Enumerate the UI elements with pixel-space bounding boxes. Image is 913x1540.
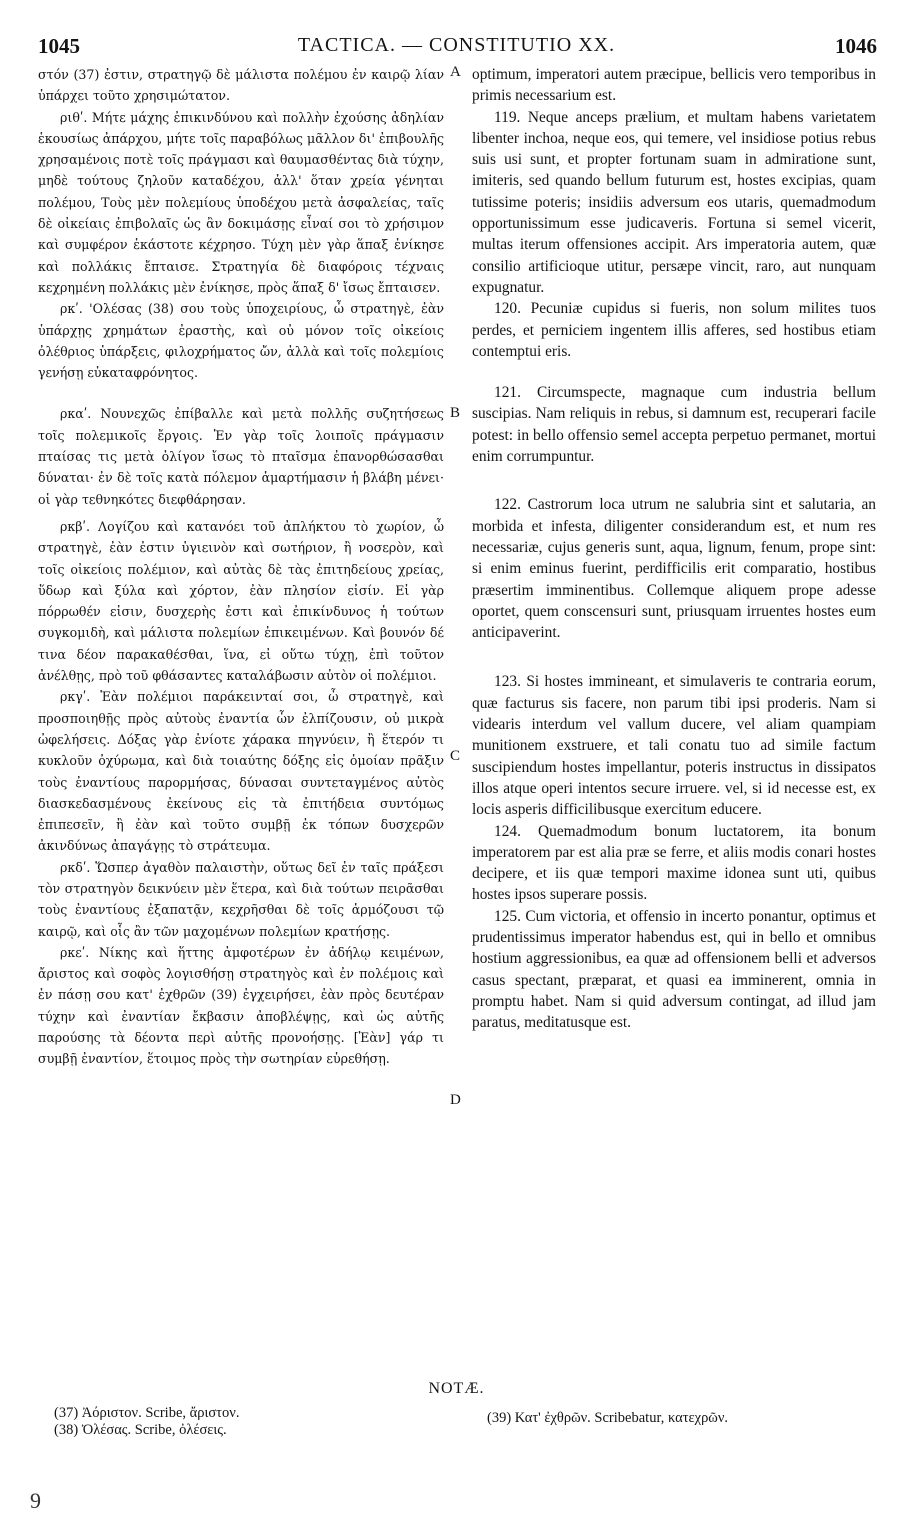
- margin-letter-a: A: [450, 64, 461, 80]
- latin-paragraph: 123. Si hostes immineant, et simulaveris te contraria eorum, quæ facturus sis facere, non parum tibi ipsi proderis. Nam si videaris interdum vel vallum ducere, vel aliam quampiam munitionem exstruere, et tali conatu tuo ad simile factum suscipiendum hostes impellantur, poteris instructus in dissipatos illos atque operi intentos secure irruere. vel, si id necesse est, ex locis asperis difficilibusque exercitum educere.: [472, 673, 876, 819]
- greek-paragraph: ρκαʹ. Νουνεχῶς ἐπίβαλλε καὶ μετὰ πολλῆς συζητήσεως τοῖς πολεμικοῖς ἔργοις. Ἐν γὰρ τοῖς λοιποῖς πράγμασιν πταίσας τις μετὰ ὀλίγον ἴσως τὸ πταῖσμα ἐπανορθώσασθαι δύναται· ἐν δὲ τοῖς κατὰ πόλεμον ἁμαρτήμασιν ἡ βλάβη μένει· οἱ γὰρ τεθνηκότες διεφθάρησαν.: [38, 406, 444, 507]
- left-page-number: 1045: [38, 34, 80, 58]
- margin-letter-c: C: [450, 748, 461, 764]
- greek-column: [38, 64, 444, 1376]
- note-37: (37) Ἀόριστον. Scribe, ἄριστον.: [54, 1405, 240, 1421]
- running-header: [0, 34, 913, 64]
- right-page-number: 1046: [835, 34, 877, 58]
- greek-paragraph: ρκβʹ. Λογίζου καὶ κατανόει τοῦ ἀπλήκτου τὸ χωρίον, ὦ στρατηγὲ, ἐὰν ἐστιν ὑγιεινὸν καὶ σωτήριον, ἢ νοσερὸν, καὶ τοῖς οἰκείοις πολέμιον, καὶ αὐτὰς δὲ τὰς ἐπιτηδείους χρείας, ὕδωρ καὶ ξύλα καὶ χόρτον, ἐὰν πλησίον εἰσίν. Εἰ γὰρ πόρρωθέν εἰσιν, δυσχερὴς ἐστι καὶ ἐπικίνδυνος ἡ τούτων συγκομιδὴ, καὶ μάλιστα πολεμίων ἐπικειμένων. Καὶ βουνόν δέ τινα δέον παρακαθέσθαι, ἵνα, εἰ οὕτω τύχῃ, ἐπὶ τοῦτον ἀνέλθῃς, πρὸ τοῦ φθάσαντες καταλάβωσιν αὐτὸν οἱ πολέμιοι.: [38, 518, 444, 684]
- greek-paragraph: ρκʹ. 'Ολέσας (38) σου τοὺς ὑποχειρίους, ὦ στρατηγὲ, ἐὰν ὑπάρχῃς χρημάτων ἐραστὴς, καὶ οὐ μόνον τοῖς οἰκείοις ὀλέθριος ὑπάρξεις, φιλοχρήματος ὤν, ἀλλὰ καὶ τοῖς πολεμίοις γενήσῃ εὐκαταφρόνητος.: [38, 301, 444, 381]
- note-39: (39) Κατ' ἐχθρῶν. Scribebatur, κατεχρῶν.: [487, 1410, 729, 1426]
- latin-paragraph: 120. Pecuniæ cupidus si fueris, non solum milites tuos perdes, et perniciem ingentem illis afferes, sed hostibus etiam contemptui eris.: [472, 300, 876, 360]
- page-mark: 9: [30, 1488, 41, 1513]
- latin-paragraph: 119. Neque anceps prælium, et multam habens varietatem libenter inchoa, neque eos, qui temere, vel insidiose potius rebus suis usi sunt, et propter fortunam suam in admiratione sunt, imiteris, sed quando bellum futurum est, hostes excipias, quam tutissime poteris; insidiis adversum eos utaris, quemadmodum opportunissimum esse judicaveris. Fortuna si semel vicerit, multas iterum offensiones accipit. Ars imperatoria autem, quæ consilio artificioque utitur, persæpe vincit, raro, aut nunquam expugnatur.: [472, 108, 876, 296]
- running-title: TACTICA. — CONSTITUTIO XX.: [297, 34, 616, 56]
- greek-paragraph: ρκδʹ. Ὥσπερ ἀγαθὸν παλαιστὴν, οὕτως δεῖ ἐν ταῖς πράξεσι τὸν στρατηγὸν δεικνύειν μὲν ἕτερα, καὶ διὰ τούτων πειρᾶσθαι τοὺς ἐναντίους ἐξαπατᾷν, κεχρῆσθαι δὲ τοῖς ἁρμόζουσι τῷ καιρῷ, καὶ οἷς ἂν τῶν μαχομένων πολεμίων κρατήσῃς.: [38, 859, 444, 939]
- latin-paragraph: 121. Circumspecte, magnaque cum industria bellum suscipias. Nam reliquis in rebus, si damnum est, recuperari facile potest: in bello offensio semel accepta perpetuo permanet, mortui enim corrumpuntur.: [472, 384, 876, 466]
- margin-letter-b: B: [450, 405, 461, 421]
- latin-paragraph: 122. Castrorum loca utrum ne salubria sint et salutaria, an morbida et infesta, diligenter considerandum est, et num res necessariæ, cujus generis sunt, aqua, lignum, fenum, prope sint: si enim eminus fuerint, perdifficilis erit comparatio, hostibus præsertim imminentibus. Collemque aliquem prope adesse oportet, quem conscensuri sunt, priusquam irruentes hostes eum anticipaverint.: [472, 496, 876, 642]
- latin-column: [472, 64, 876, 1376]
- notes-heading: NOTÆ.: [428, 1380, 485, 1397]
- margin-letter-d: D: [450, 1092, 461, 1108]
- greek-paragraph: ρκεʹ. Νίκης καὶ ἥττης ἀμφοτέρων ἐν ἀδήλῳ κειμένων, ἄριστος καὶ σοφὸς λογισθήσῃ στρατηγὸς καὶ ἐν πολέμοις καὶ ἐν πάσῃ σου κατ' ἐχθρῶν (39) ἐγχειρήσει, ἐὰν πρὸς δευτέραν τύχην καὶ ἐναντίαν ἔκβασιν ἀποβλέψῃς, καὶ ὡς αὐτῆς παρούσης τὰ δέοντα περὶ αὐτῆς προνοήσῃς. [Ἐὰν] γάρ τι συμβῇ ἐναντίον, ἕτοιμος πρὸς τὴν σωτηρίαν εὑρεθήσῃ.: [38, 944, 444, 1067]
- greek-paragraph: στόν (37) ἐστιν, στρατηγῷ δὲ μάλιστα πολέμου ἐν καιρῷ λίαν ὑπάρχει τοῦτο χρησιμώτατον.: [38, 67, 444, 104]
- note-38: (38) Ὀλέσας. Scribe, ὀλέσεις.: [54, 1422, 227, 1438]
- latin-paragraph: optimum, imperatori autem præcipue, bellicis vero temporibus in primis necessarium est.: [472, 66, 876, 105]
- latin-paragraph: 124. Quemadmodum bonum luctatorem, ita bonum imperatorem par est alia præ se ferre, et aliis modis conari hostes decipere, et iis quæ tempori maxime idonea sunt uti, quibus hostes ipsos superare possis.: [472, 822, 876, 904]
- notes-left: [54, 1405, 454, 1439]
- latin-paragraph: 125. Cum victoria, et offensio in incerto ponantur, optimus et prudentissimus imperator habendus est, qui in bello et omnibus hostium aggressionibus, ea quæ ad offensionem belli et adversos casus spectant, præparat, et quasi ea imminerent, omnia in promptu habet. Nam si quid adversum contingat, ad illud jam paratus, meditatusque est.: [472, 907, 876, 1032]
- greek-paragraph: ρκγʹ. Ἐὰν πολέμιοι παράκεινταί σοι, ὦ στρατηγὲ, καὶ προσποιηθῇς πρὸς αὐτοὺς ἐναντία ὧν ἐλπίζουσιν, οὐ μικρὰ ὠφελήσεις. Δόξας γὰρ ἐνίοτε χάρακα πηγνύειν, ἢ ἕτερόν τι κυκλοῦν ὀχύρωμα, καὶ διὰ τοιαύτης δόξης εἰς ὁμοίαν πρᾶξιν τοὺς ἐναντίους παρορμήσας, δύνασαι συντεταγμένος αὐτὸς διασκεδασμένους ἐκείνους εἰς τὰ ἐπιτήδεια συντόμως ἐπιπεσεῖν, ἢ ἐὰν καὶ τοῦτο συμβῇ ἐκ τόπων δυσχερῶν ἀκινδύνως ἀπαγάγῃς τὸ στράτευμα.: [38, 689, 444, 854]
- notes-right: [487, 1410, 887, 1427]
- greek-paragraph: ριθʹ. Μήτε μάχης ἐπικινδύνου καὶ πολλὴν ἐχούσης ἀδηλίαν ἑκουσίως ἀπάρχου, μήτε τοῖς παραβόλως μᾶλλον δι' ἐπιβουλῆς χρησαμένοις ποτὲ τοῖς πράγμασι καὶ θαυμασθέντας διὰ τύχην, μηδὲ τούτους ζηλοῦν καταδέχου, ἀλλ' ὅταν χρεία γένηται πολέμου, Τοὺς μὲν πολεμίους ὑποδέχου μετὰ ἀσφαλείας, ταῖς δὲ οἰκείαις ἐπιβολαῖς ὡς ἂν δοκιμάσῃς εἶναί σοι τὸ χρήσιμον καὶ συμφέρον ἑκάστοτε κέχρησο. Τύχη μὲν γὰρ ἅπαξ ἐνίκησε καὶ πολλάκις ἔπταισε. Στρατηγία δὲ διαφόροις τέχναις κεχρημένη πολλάκις μὲν ἐνίκησε, πρὸς ἅπαξ δ' ἴσως ἔπταισεν.: [38, 109, 444, 295]
